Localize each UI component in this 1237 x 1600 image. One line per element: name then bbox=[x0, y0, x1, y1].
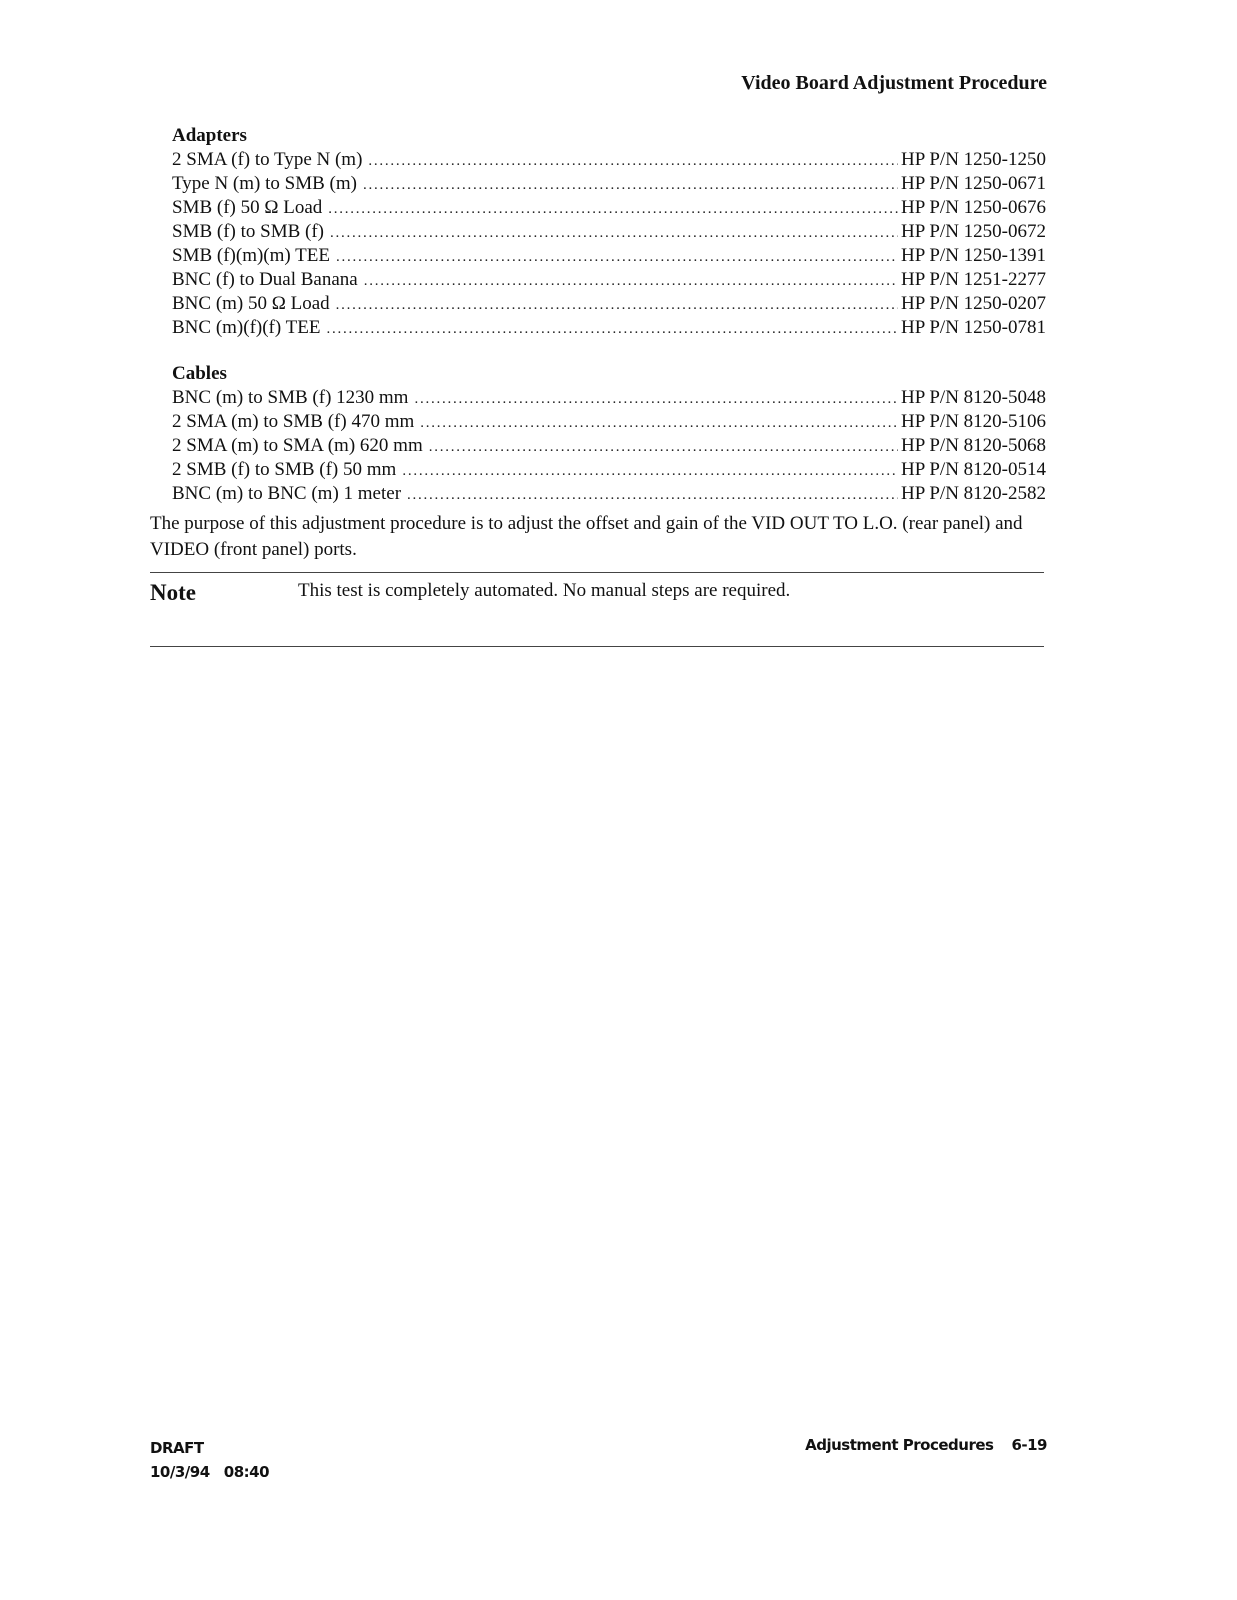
adapter-row bbox=[172, 148, 1046, 172]
cables-section bbox=[172, 362, 1046, 506]
dot-leader bbox=[363, 173, 898, 197]
adapter-description: Type N (m) to SMB (m) bbox=[172, 173, 357, 194]
draft-label: DRAFT bbox=[150, 1439, 204, 1457]
dot-leader bbox=[336, 245, 898, 269]
note-bottom-divider bbox=[150, 646, 1044, 647]
part-number: HP P/N 1251-2277 bbox=[901, 269, 1046, 290]
dot-leader bbox=[420, 411, 898, 435]
adapter-row bbox=[172, 220, 1046, 244]
part-number: HP P/N 1250-0671 bbox=[901, 173, 1046, 194]
dot-leader bbox=[407, 483, 898, 507]
part-number: HP P/N 1250-0781 bbox=[901, 317, 1046, 338]
part-number: HP P/N 1250-1391 bbox=[901, 245, 1046, 266]
cable-description: BNC (m) to SMB (f) 1230 mm bbox=[172, 387, 409, 408]
part-number: HP P/N 8120-5106 bbox=[901, 411, 1046, 432]
adapter-row bbox=[172, 292, 1046, 316]
footer-page-info bbox=[805, 1436, 1047, 1454]
cable-row bbox=[172, 434, 1046, 458]
adapter-row bbox=[172, 316, 1046, 340]
cable-row bbox=[172, 386, 1046, 410]
adapter-description: 2 SMA (f) to Type N (m) bbox=[172, 149, 363, 170]
adapter-description: SMB (f) to SMB (f) bbox=[172, 221, 325, 242]
footer-section-title: Adjustment Procedures bbox=[805, 1436, 994, 1454]
part-number: HP P/N 1250-0207 bbox=[901, 293, 1046, 314]
adapter-description: BNC (m) 50 Ω Load bbox=[172, 293, 330, 314]
dot-leader bbox=[326, 317, 898, 341]
dot-leader bbox=[364, 269, 898, 293]
dot-leader bbox=[429, 435, 898, 459]
dot-leader bbox=[330, 221, 898, 245]
adapter-row bbox=[172, 172, 1046, 196]
footer-draft-block bbox=[150, 1436, 269, 1484]
cables-heading: Cables bbox=[172, 363, 227, 384]
dot-leader bbox=[328, 197, 898, 221]
dot-leader bbox=[368, 149, 898, 173]
page-number: 6-19 bbox=[1011, 1436, 1047, 1454]
adapters-heading: Adapters bbox=[172, 125, 247, 146]
note-top-divider bbox=[150, 572, 1044, 573]
note-text: This test is completely automated. No manual steps are required. bbox=[298, 580, 791, 601]
note-label: Note bbox=[150, 580, 196, 605]
adapter-row bbox=[172, 268, 1046, 292]
dot-leader bbox=[402, 459, 898, 483]
adapters-section bbox=[172, 124, 1046, 340]
purpose-paragraph: The purpose of this adjustment procedure is to adjust the offset and gain of the VID OUT TO L.O. (rear panel) and VIDEO (front panel) ports. bbox=[150, 513, 1023, 560]
part-number: HP P/N 1250-0672 bbox=[901, 221, 1046, 242]
draft-datetime: 10/3/94 08:40 bbox=[150, 1463, 270, 1481]
part-number: HP P/N 8120-0514 bbox=[901, 459, 1046, 480]
cable-row bbox=[172, 482, 1046, 506]
part-number: HP P/N 8120-5048 bbox=[901, 387, 1046, 408]
dot-leader bbox=[336, 293, 898, 317]
cable-description: BNC (m) to BNC (m) 1 meter bbox=[172, 483, 402, 504]
page-header-title: Video Board Adjustment Procedure bbox=[741, 72, 1047, 94]
cable-row bbox=[172, 458, 1046, 482]
adapter-row bbox=[172, 196, 1046, 220]
cable-description: 2 SMB (f) to SMB (f) 50 mm bbox=[172, 459, 397, 480]
adapter-description: SMB (f) 50 Ω Load bbox=[172, 197, 323, 218]
adapter-description: BNC (m)(f)(f) TEE bbox=[172, 317, 321, 338]
adapter-description: SMB (f)(m)(m) TEE bbox=[172, 245, 330, 266]
dot-leader bbox=[414, 387, 898, 411]
part-number: HP P/N 8120-2582 bbox=[901, 483, 1046, 504]
cable-row bbox=[172, 410, 1046, 434]
part-number: HP P/N 1250-0676 bbox=[901, 197, 1046, 218]
cable-description: 2 SMA (m) to SMA (m) 620 mm bbox=[172, 435, 423, 456]
part-number: HP P/N 8120-5068 bbox=[901, 435, 1046, 456]
adapter-row bbox=[172, 244, 1046, 268]
cable-description: 2 SMA (m) to SMB (f) 470 mm bbox=[172, 411, 415, 432]
part-number: HP P/N 1250-1250 bbox=[901, 149, 1046, 170]
adapter-description: BNC (f) to Dual Banana bbox=[172, 269, 358, 290]
